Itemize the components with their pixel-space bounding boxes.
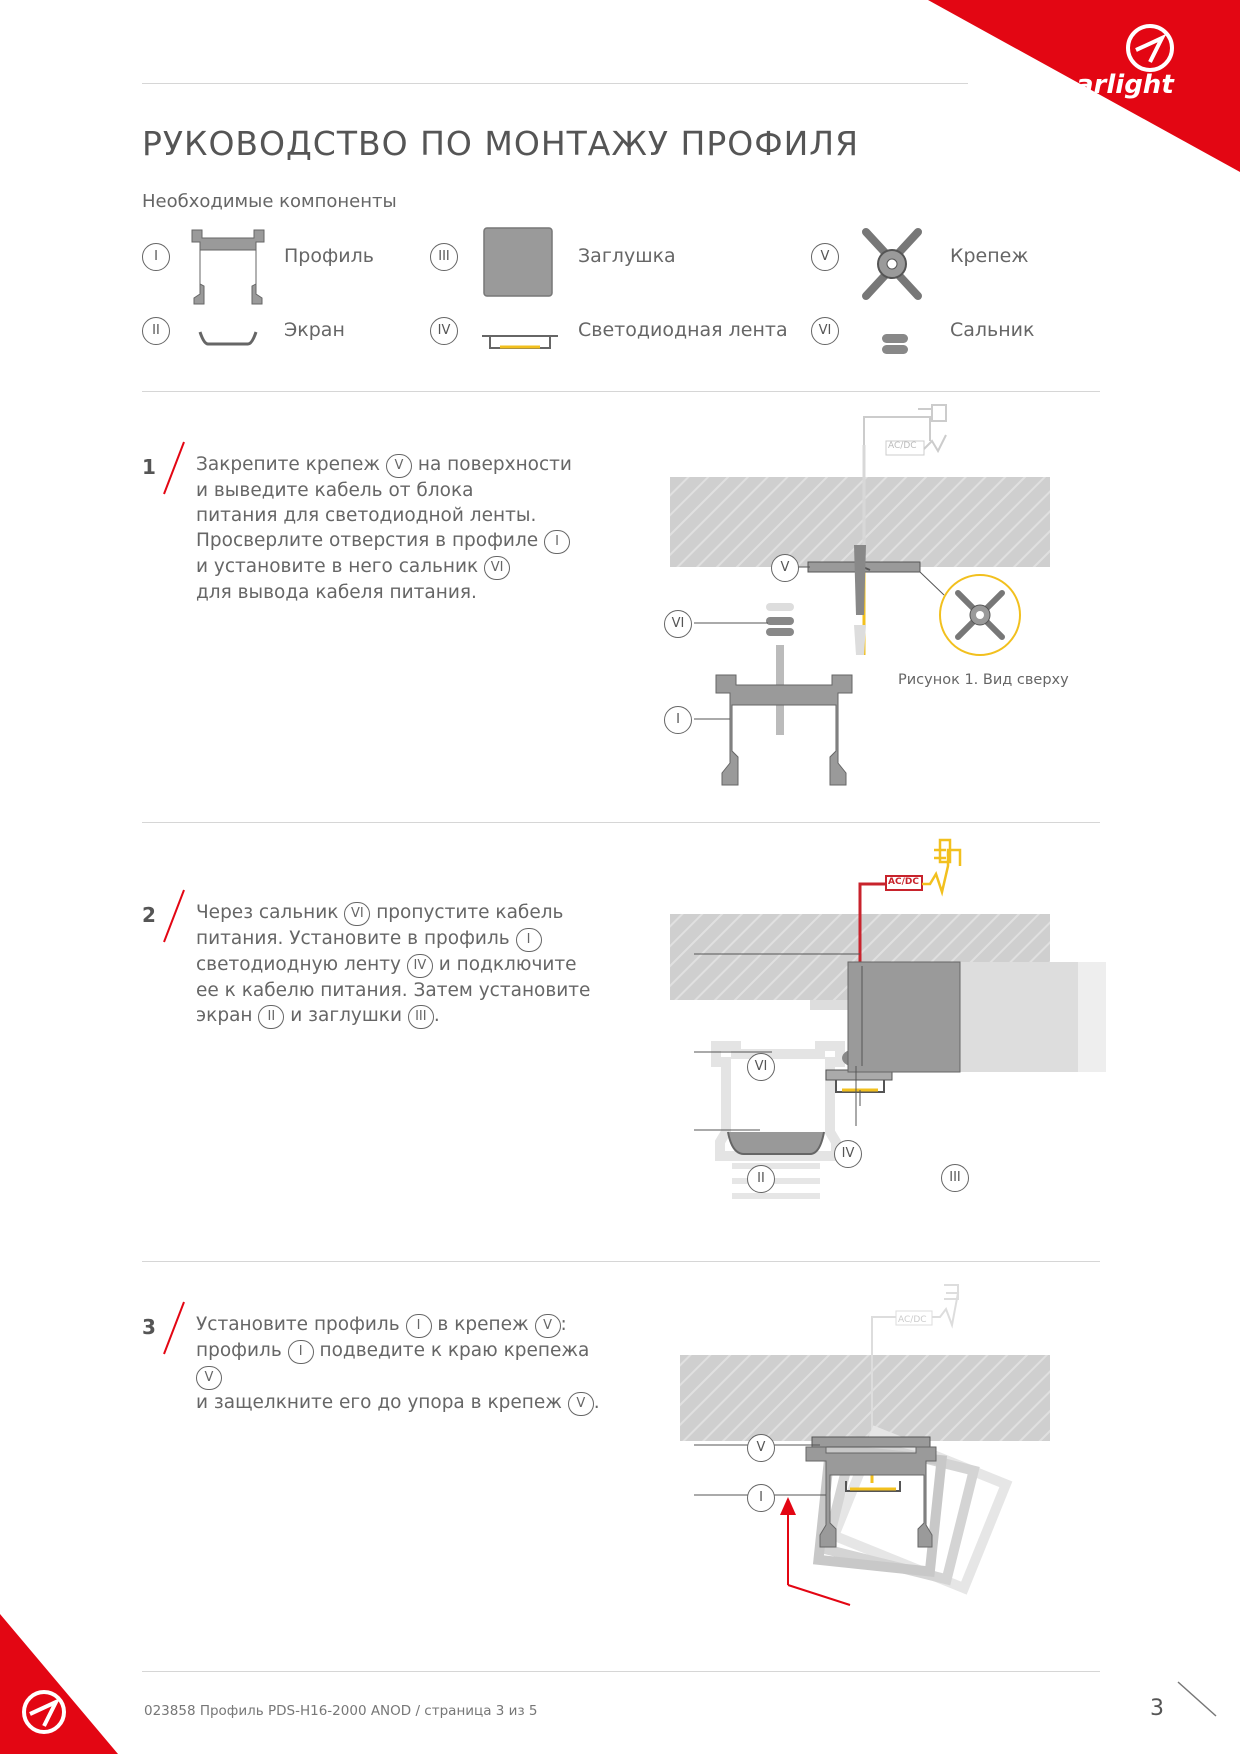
- instruction-text: и установите в него сальник: [196, 556, 485, 577]
- step-number: 2: [142, 903, 156, 927]
- mount-bracket-icon: [860, 228, 924, 300]
- section-divider-2: [142, 822, 1100, 823]
- instruction-line: [196, 1338, 616, 1390]
- component-number-i: I: [142, 243, 170, 271]
- instruction-text: Просверлите отверстия в профиле: [196, 530, 545, 551]
- component-ref-v: V: [535, 1314, 561, 1338]
- component-number-v: V: [811, 243, 839, 271]
- instruction-line: [196, 528, 616, 554]
- instruction-text: ее к кабелю питания. Затем установите: [196, 980, 591, 1001]
- instruction-text: и подключите: [432, 954, 577, 975]
- fig3-callout-v: V: [747, 1434, 775, 1462]
- fig1-callout-vi: VI: [664, 610, 692, 638]
- component-ref-iv: IV: [407, 954, 433, 978]
- fig2-callout-iv: IV: [834, 1140, 862, 1168]
- fig3-psu-label: AC/DC: [898, 1315, 927, 1325]
- fig1-psu-label: AC/DC: [888, 441, 917, 451]
- instruction-text: :: [560, 1314, 567, 1335]
- instruction-line: [196, 900, 616, 926]
- brand-logo[interactable]: arlight: [1076, 70, 1174, 100]
- page-title: РУКОВОДСТВО ПО МОНТАЖУ ПРОФИЛЯ: [142, 124, 860, 163]
- step-2-instructions: [196, 900, 616, 1029]
- instruction-line: [196, 554, 616, 580]
- cable-gland-icon: [880, 332, 910, 356]
- figure-3-diagram: [660, 1285, 1140, 1605]
- instruction-line: [196, 952, 616, 978]
- instruction-text: питания для светодиодной ленты.: [196, 505, 537, 526]
- instruction-text: и выведите кабель от блока: [196, 480, 474, 501]
- fig2-callout-ii: II: [747, 1165, 775, 1193]
- component-ref-vi: VI: [344, 902, 370, 926]
- component-ref-i: I: [406, 1314, 432, 1338]
- fig2-psu-label: AC/DC: [888, 877, 919, 887]
- step-2-slash: [160, 888, 190, 944]
- step-3-instructions: [196, 1312, 616, 1416]
- page-number: 3: [1150, 1696, 1164, 1721]
- step-1-instructions: [196, 452, 616, 605]
- page-corner-slash: [1176, 1680, 1226, 1720]
- instruction-text: Через сальник: [196, 902, 345, 923]
- component-number-vi: VI: [811, 317, 839, 345]
- led-strip-icon: [480, 332, 560, 356]
- component-number-ii: II: [142, 317, 170, 345]
- fig2-callout-vi: VI: [747, 1053, 775, 1081]
- component-ref-ii: II: [258, 1005, 284, 1029]
- profile-icon: [190, 226, 270, 306]
- instruction-text: пропустите кабель: [370, 902, 564, 923]
- step-1-slash: [160, 440, 190, 496]
- figure-1-diagram: [660, 405, 1140, 785]
- figure-1-caption: Рисунок 1. Вид сверху: [898, 672, 1069, 688]
- component-label-iv: Светодиодная лента: [578, 319, 788, 341]
- fig1-callout-v: V: [771, 554, 799, 582]
- instruction-text: профиль: [196, 1340, 288, 1361]
- top-divider: [142, 83, 968, 84]
- component-ref-i: I: [516, 928, 542, 952]
- figure-2-diagram: [660, 836, 1140, 1256]
- instruction-line: [196, 1312, 616, 1338]
- component-label-v: Крепеж: [950, 245, 1029, 267]
- section-divider-3: [142, 1261, 1100, 1262]
- footer-doc-info: 023858 Профиль PDS-H16-2000 ANOD / страница 3 из 5: [144, 1703, 538, 1719]
- section-divider-1: [142, 391, 1100, 392]
- fig3-callout-i: I: [747, 1484, 775, 1512]
- instruction-text: и заглушки: [284, 1005, 408, 1026]
- component-ref-iii: III: [408, 1005, 434, 1029]
- instruction-text: для вывода кабеля питания.: [196, 582, 477, 603]
- instruction-text: питания. Установите в профиль: [196, 928, 516, 949]
- components-heading: Необходимые компоненты: [142, 191, 397, 212]
- component-ref-v: V: [196, 1366, 222, 1390]
- bottom-corner-banner: [0, 1614, 130, 1754]
- component-ref-vi: VI: [484, 556, 510, 580]
- instruction-line: [196, 478, 616, 503]
- screen-icon: [198, 328, 258, 358]
- instruction-text: .: [433, 1005, 440, 1026]
- component-number-iii: III: [430, 243, 458, 271]
- instruction-line: [196, 1003, 616, 1029]
- step-3-slash: [160, 1300, 190, 1356]
- fig2-callout-iii: III: [941, 1164, 969, 1192]
- instruction-text: на поверхности: [411, 454, 572, 475]
- component-label-i: Профиль: [284, 245, 374, 267]
- step-number: 1: [142, 455, 156, 479]
- instruction-text: Закрепите крепеж: [196, 454, 386, 475]
- footer-divider: [142, 1671, 1100, 1672]
- instruction-text: Установите профиль: [196, 1314, 406, 1335]
- instruction-line: [196, 503, 616, 528]
- instruction-text: .: [593, 1392, 600, 1413]
- instruction-text: светодиодную ленту: [196, 954, 407, 975]
- component-label-ii: Экран: [284, 319, 345, 341]
- instruction-text: экран: [196, 1005, 259, 1026]
- component-number-iv: IV: [430, 317, 458, 345]
- fig1-callout-i: I: [664, 706, 692, 734]
- instruction-text: в крепеж: [431, 1314, 535, 1335]
- instruction-line: [196, 926, 616, 952]
- component-ref-i: I: [288, 1340, 314, 1364]
- end-cap-icon: [482, 226, 554, 298]
- instruction-line: [196, 580, 616, 605]
- component-ref-v: V: [386, 454, 412, 478]
- component-ref-i: I: [544, 530, 570, 554]
- instruction-text: подведите к краю крепежа: [313, 1340, 590, 1361]
- instruction-text: и защелкните его до упора в крепеж: [196, 1392, 568, 1413]
- instruction-line: [196, 1390, 616, 1416]
- component-label-vi: Сальник: [950, 319, 1035, 341]
- instruction-line: [196, 978, 616, 1003]
- component-ref-v: V: [568, 1392, 594, 1416]
- step-number: 3: [142, 1315, 156, 1339]
- component-label-iii: Заглушка: [578, 245, 676, 267]
- instruction-line: [196, 452, 616, 478]
